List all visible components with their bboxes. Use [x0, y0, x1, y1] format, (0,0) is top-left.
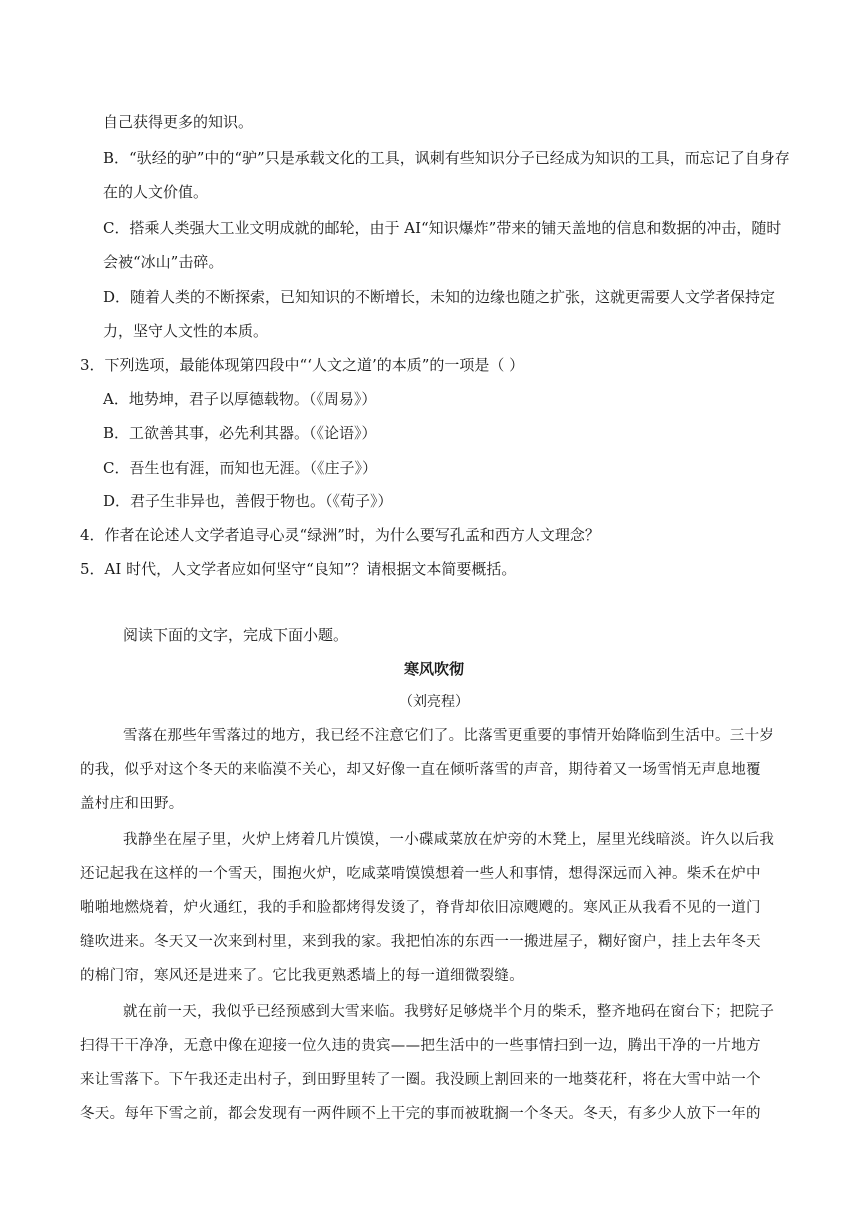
story-line: 我静坐在屋子里，火炉上烤着几片馍馍，一小碟咸菜放在炉旁的木凳上，屋里光线暗淡。许久以后我 — [123, 832, 775, 848]
question-5: 5．AI 时代，人文学者应如何坚守“良知”？请根据文本简要概括。 — [80, 560, 517, 578]
question-4: 4．作者在论述人文学者追寻心灵“绿洲”时，为什么要写孔孟和西方人文理念？ — [80, 526, 600, 544]
option-b-line1: B．“驮经的驴”中的“驴”只是承载文化的工具，讽刺有些知识分子已经成为知识的工具，而忘记了自身存 — [103, 149, 790, 167]
option-b-line2: 在的人文价值。 — [103, 183, 209, 201]
story-line: 盖村庄和田野。 — [80, 796, 184, 812]
option-d-line2: 力，坚守人文性的本质。 — [103, 322, 269, 340]
question-3-option-d: D．君子生非异也，善假于物也。（《荀子》） — [103, 492, 393, 510]
option-c-line2: 会被“冰山”击碎。 — [103, 253, 224, 271]
option-d-line1: D．随着人类的不断探索，已知知识的不断增长，未知的边缘也随之扩张，这就更需要人文学者保持定 — [103, 288, 776, 306]
story-line: 还记起我在这样的一个雪天，围抱火炉，吃咸菜啃馍馍想着一些人和事情，想得深远而入神。柴禾在炉中 — [80, 866, 761, 882]
story-line: 就在前一天，我似乎已经预感到大雪来临。我劈好足够烧半个月的柴禾，整齐地码在窗台下；把院子 — [123, 1004, 775, 1020]
story-line: 缝吹进来。冬天又一次来到村里，来到我的家。我把怕冻的东西一一搬进屋子，糊好窗户，挂上去年冬天 — [80, 934, 761, 950]
story-line: 雪落在那些年雪落过的地方，我已经不注意它们了。比落雪更重要的事情开始降临到生活中。三十岁 — [123, 728, 775, 744]
question-3-option-c: C．吾生也有涯，而知也无涯。（《庄子》） — [103, 459, 377, 477]
question-3-stem: 3．下列选项，最能体现第四段中“‘人文之道’的本质”的一项是（ ） — [80, 356, 525, 374]
story-line: 啪啪地燃烧着，炉火通红，我的手和脸都烤得发烫了，脊背却依旧凉飕飕的。寒风正从我看不见的一道门 — [80, 900, 761, 916]
question-3-option-b: B．工欲善其事，必先利其器。（《论语》） — [103, 424, 377, 442]
reading-instruction: 阅读下面的文字，完成下面小题。 — [123, 626, 349, 644]
story-line: 扫得干干净净，无意中像在迎接一位久违的贵宾——把生活中的一些事情扫到一边，腾出干净的一片地方 — [80, 1038, 761, 1054]
story-line: 的棉门帘，寒风还是进来了。它比我更熟悉墙上的每一道细微裂缝。 — [80, 968, 524, 984]
story-title: 寒风吹彻 — [403, 660, 464, 678]
story-line: 冬天。每年下雪之前，都会发现有一两件顾不上干完的事而被耽搁一个冬天。冬天，有多少人放下一年的 — [80, 1106, 761, 1122]
option-a-continuation: 自己获得更多的知识。 — [103, 113, 254, 131]
question-3-option-a: A．地势坤，君子以厚德载物。（《周易》） — [103, 390, 377, 408]
story-line: 来让雪落下。下午我还走出村子，到田野里转了一圈。我没顾上割回来的一地葵花秆，将在大雪中站一个 — [80, 1072, 761, 1088]
story-author: （刘亮程） — [399, 694, 469, 710]
story-line: 的我，似乎对这个冬天的来临漠不关心，却又好像一直在倾听落雪的声音，期待着又一场雪悄无声息地覆 — [80, 762, 761, 778]
option-c-line1: C．搭乘人类强大工业文明成就的邮轮，由于 AI“知识爆炸”带来的铺天盖地的信息和数据的冲击，随时 — [103, 219, 782, 237]
